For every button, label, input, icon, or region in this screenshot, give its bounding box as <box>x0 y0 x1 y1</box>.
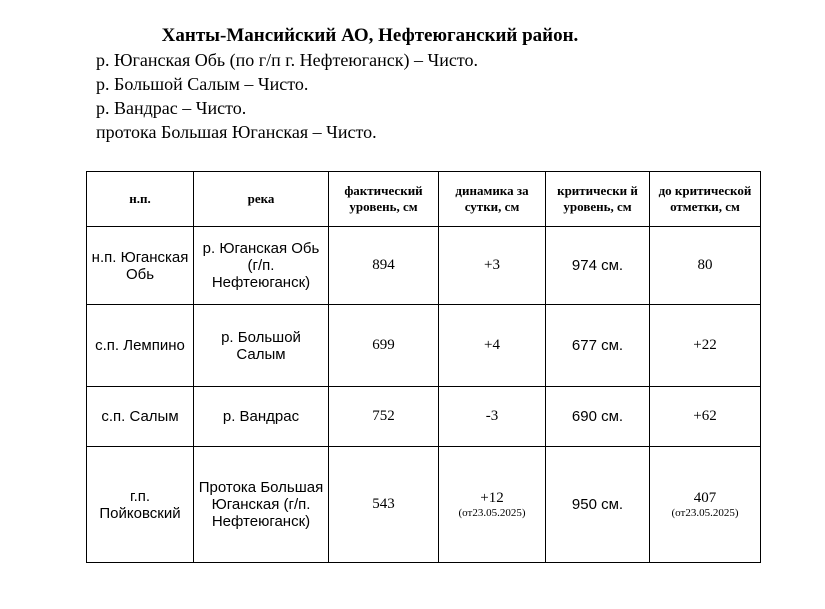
cell-to-critical <box>650 227 761 305</box>
table-header-row <box>87 172 761 227</box>
cell-daily-dynamics <box>439 305 546 387</box>
cell-river: р. Большой Салым <box>194 305 329 387</box>
to-critical-note: (от23.05.2025) <box>671 506 739 519</box>
to-critical-value: +22 <box>693 337 717 353</box>
cell-actual-level: 543 <box>329 447 439 563</box>
cell-daily-dynamics <box>439 387 546 447</box>
cell-settlement: г.п. Пойковский <box>87 447 194 563</box>
cell-settlement: с.п. Лемпино <box>87 305 194 387</box>
document-title: Ханты-Мансийский АО, Нефтеюганский район. <box>161 25 579 46</box>
river-status-line: протока Большая Юганская – Чисто. <box>96 122 377 142</box>
river-status-line: р. Большой Салым – Чисто. <box>96 74 309 94</box>
column-header-actual-level: фактический уровень, см <box>329 172 439 227</box>
cell-actual-level: 894 <box>329 227 439 305</box>
to-critical-value: 80 <box>697 257 713 273</box>
water-level-table <box>86 171 761 563</box>
cell-critical-level: 677 см. <box>546 305 650 387</box>
dynamics-value: -3 <box>485 408 499 424</box>
cell-settlement: с.п. Салым <box>87 387 194 447</box>
dynamics-value: +4 <box>484 337 500 353</box>
cell-settlement: н.п. Юганская Обь <box>87 227 194 305</box>
cell-river: р. Юганская Обь (г/п. Нефтеюганск) <box>194 227 329 305</box>
dynamics-value: +12 <box>480 489 504 506</box>
table-row <box>87 387 761 447</box>
cell-actual-level: 752 <box>329 387 439 447</box>
column-header-settlement: н.п. <box>87 172 194 227</box>
cell-to-critical <box>650 447 761 563</box>
table-row <box>87 447 761 563</box>
to-critical-value: 407 <box>693 489 717 506</box>
river-status-line: р. Юганская Обь (по г/п г. Нефтеюганск) – Чисто. <box>96 50 478 70</box>
cell-critical-level: 950 см. <box>546 447 650 563</box>
cell-river: р. Вандрас <box>194 387 329 447</box>
cell-actual-level: 699 <box>329 305 439 387</box>
dynamics-note: (от23.05.2025) <box>458 506 526 519</box>
cell-to-critical <box>650 387 761 447</box>
table-row <box>87 227 761 305</box>
to-critical-value: +62 <box>693 408 717 424</box>
column-header-daily-dynamics: динамика за сутки, см <box>439 172 546 227</box>
cell-to-critical <box>650 305 761 387</box>
column-header-critical-level: критически й уровень, см <box>546 172 650 227</box>
river-status-line: р. Вандрас – Чисто. <box>96 98 247 118</box>
cell-critical-level: 974 см. <box>546 227 650 305</box>
cell-daily-dynamics <box>439 447 546 563</box>
column-header-river: река <box>194 172 329 227</box>
cell-daily-dynamics <box>439 227 546 305</box>
dynamics-value: +3 <box>484 257 500 273</box>
column-header-to-critical: до критической отметки, см <box>650 172 761 227</box>
cell-river: Протока Большая Юганская (г/п. Нефтеюганск) <box>194 447 329 563</box>
table-row <box>87 305 761 387</box>
cell-critical-level: 690 см. <box>546 387 650 447</box>
